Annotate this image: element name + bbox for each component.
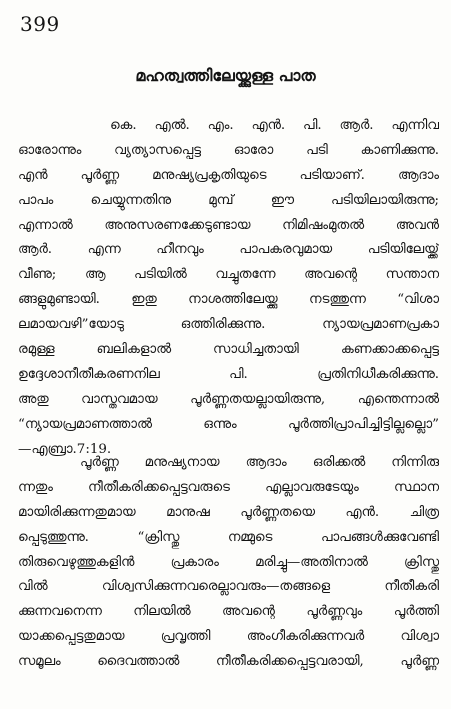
- text-line: ലമായവഴി”യോടു ഒത്തിരിക്കുന്നു. ന്യായപ്രമാണപ്രകാ: [18, 317, 439, 333]
- text-line: പാപം ചെയ്യുന്നതിനു മുമ്പ് ഈ പടിയിലായിരുന്നു;: [18, 192, 439, 208]
- text-line: മായിരിക്കുന്നതുമായ മാനുഷ പൂർണ്ണതയെ എൻ. ചിത്ര: [18, 504, 439, 520]
- text-line: തിരുവെഴുത്തുകളിൻ പ്രകാരം മരിച്ചു—അതിനാൽ ക്രിസ്തു: [18, 554, 439, 570]
- text-line: ആർ. എന്ന ഹീനവും പാപകരവുമായ പടിയിലേയ്ക്ക്: [18, 242, 439, 258]
- text-line: കെ. എൽ. എം. എൻ. പി. ആർ. എന്നിവ: [110, 118, 439, 133]
- text-line: ഓരോന്നും വ്യത്യാസപ്പെട്ട ഓരോ പടി കാണിക്കുന്നു.: [18, 142, 439, 158]
- text-line: പൂർണ്ണ മനുഷ്യനായ ആദാം ഒരിക്കൽ നിന്നിരു: [80, 455, 439, 470]
- text-line: —എബ്രാ.7:19.: [18, 441, 112, 457]
- text-line: ങ്ങളുമുണ്ടായി. ഇതു നാശത്തിലേയ്ക്കു നടത്തുന്ന “വിശാ: [18, 292, 439, 308]
- text-line: “ന്യായപ്രമാണത്താൽ ഒന്നും പൂർത്തിപ്രാപിച്ചിട്ടില്ലല്ലൊ”: [18, 416, 439, 432]
- chapter-title: മഹത്വത്തിലേയ്ക്കുള്ള പാത: [135, 66, 316, 85]
- text-line: സമൂലം ദൈവത്താൽ നീതീകരിക്കപ്പെട്ടവരായി, പൂർണ്ണ: [18, 654, 439, 670]
- text-line: ന്നതും നീതീകരിക്കപ്പെട്ടവരുടെ എല്ലാവരുടേയും സ്ഥാന: [18, 479, 439, 495]
- text-line: വിൽ വിശ്വസിക്കുന്നവരെല്ലാവരും—തങ്ങളെ നീതീകരി: [18, 579, 439, 595]
- text-line: രമുള്ള ബലികളാൽ സാധിച്ചതായി കണക്കാക്കപ്പെട്ട: [18, 342, 439, 358]
- text-line: എൻ പൂർണ്ണ മനുഷ്യപ്രകൃതിയുടെ പടിയാണ്. ആദാം: [18, 167, 439, 183]
- text-line: യാക്കപ്പെട്ടതുമായ പ്രവൃത്തി അംഗീകരിക്കുന്നവർ വിശ്വാ: [18, 629, 439, 645]
- text-line: ക്കുന്നവനെന്ന നിലയിൽ അവന്റെ പൂർണ്ണവും പൂർത്തി: [18, 604, 439, 620]
- text-line: എന്നാൽ അനുസരണക്കേടുണ്ടായ നിമിഷംമുതൽ അവൻ: [18, 217, 439, 233]
- page-number: 399: [20, 12, 60, 36]
- text-line: ഉദ്ദേശാനീതീകരണനില പി. പ്രതിനിധീകരിക്കുന്നു.: [18, 366, 439, 382]
- paragraph-2: [18, 451, 439, 675]
- text-line: വീണു; ആ പടിയിൽ വച്ചുതന്നേ അവന്റെ സന്താന: [18, 267, 439, 283]
- paragraph-1: [18, 114, 439, 462]
- text-line: പ്പെടുത്തുന്നു. “ക്രിസ്തു നമ്മുടെ പാപങ്ങൾക്കുവേണ്ടി: [18, 529, 439, 545]
- text-line: അതു വാസ്തവമായ പൂർണ്ണതയല്ലായിരുന്നു, എന്തെന്നാൽ: [18, 391, 439, 407]
